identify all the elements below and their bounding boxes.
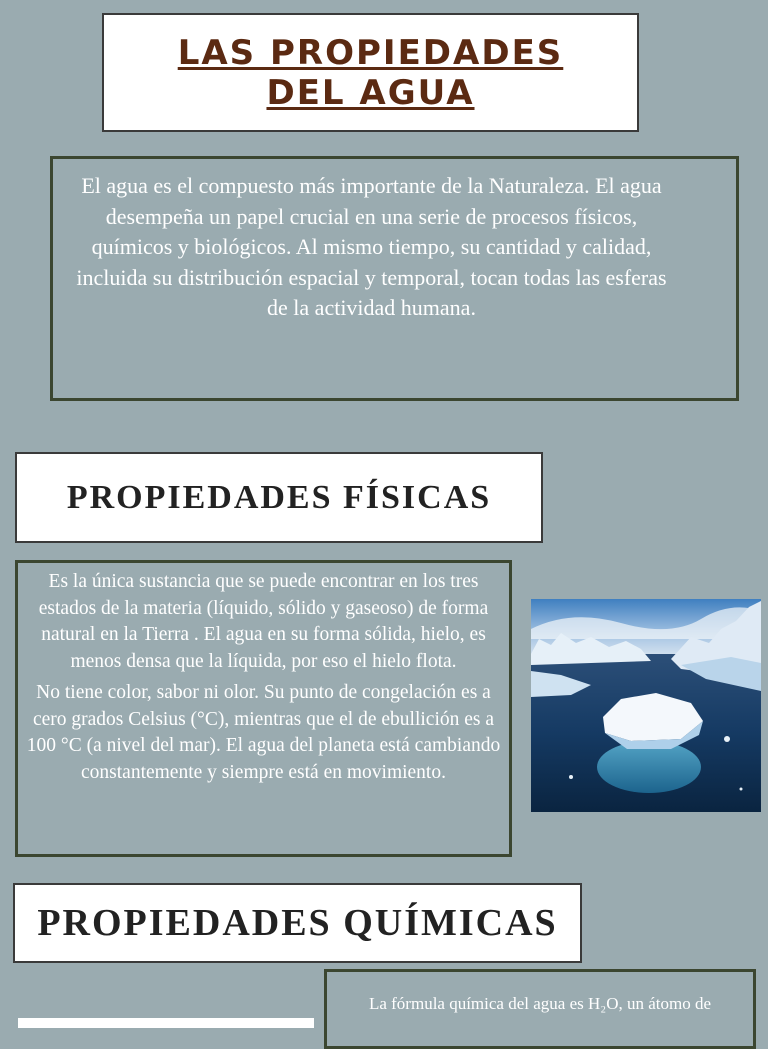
- chemical-heading-card: [13, 883, 582, 963]
- title-card: [102, 13, 639, 132]
- chemical-heading: PROPIEDADES QUÍMICAS: [37, 902, 558, 944]
- physical-heading-card: [15, 452, 543, 543]
- intro-panel: [50, 156, 739, 401]
- physical-text-panel: [15, 560, 512, 857]
- chemical-text-panel: [324, 969, 756, 1049]
- title-line-1: LAS PROPIEDADES: [177, 32, 564, 73]
- intro-text: El agua es el compuesto más importante de la Naturaleza. El agua desempeña un papel crucial en una serie de procesos físicos, químicos y biológicos. Al mismo tiempo, su cantidad y calidad, incluida su distribución espacial y temporal, tocan todas las esferas de la actividad humana.: [76, 173, 667, 320]
- physical-paragraph-2: No tiene color, sabor ni olor. Su punto de congelación es a cero grados Celsius (°C), mientras que el de ebullición es a 100 °C (a nivel del mar). El agua del planeta está cambiando constantemente y siempre está en movimiento.: [26, 682, 501, 783]
- title-line-2: DEL AGUA: [266, 72, 475, 113]
- physical-paragraph-1: Es la única sustancia que se puede encontrar en los tres estados de la materia (líquido, sólido y gaseoso) de forma natural en la Tierra . El agua en su forma sólida, hielo, es menos densa que la líquida, por eso el hielo flota.: [38, 571, 489, 672]
- bottom-card-edge: [18, 1018, 314, 1028]
- iceberg-photo: [531, 599, 761, 812]
- page-title: [178, 33, 564, 113]
- chemical-text: La fórmula química del agua es H₂O, un átomo de: [368, 994, 712, 1013]
- physical-heading: PROPIEDADES FÍSICAS: [66, 478, 492, 516]
